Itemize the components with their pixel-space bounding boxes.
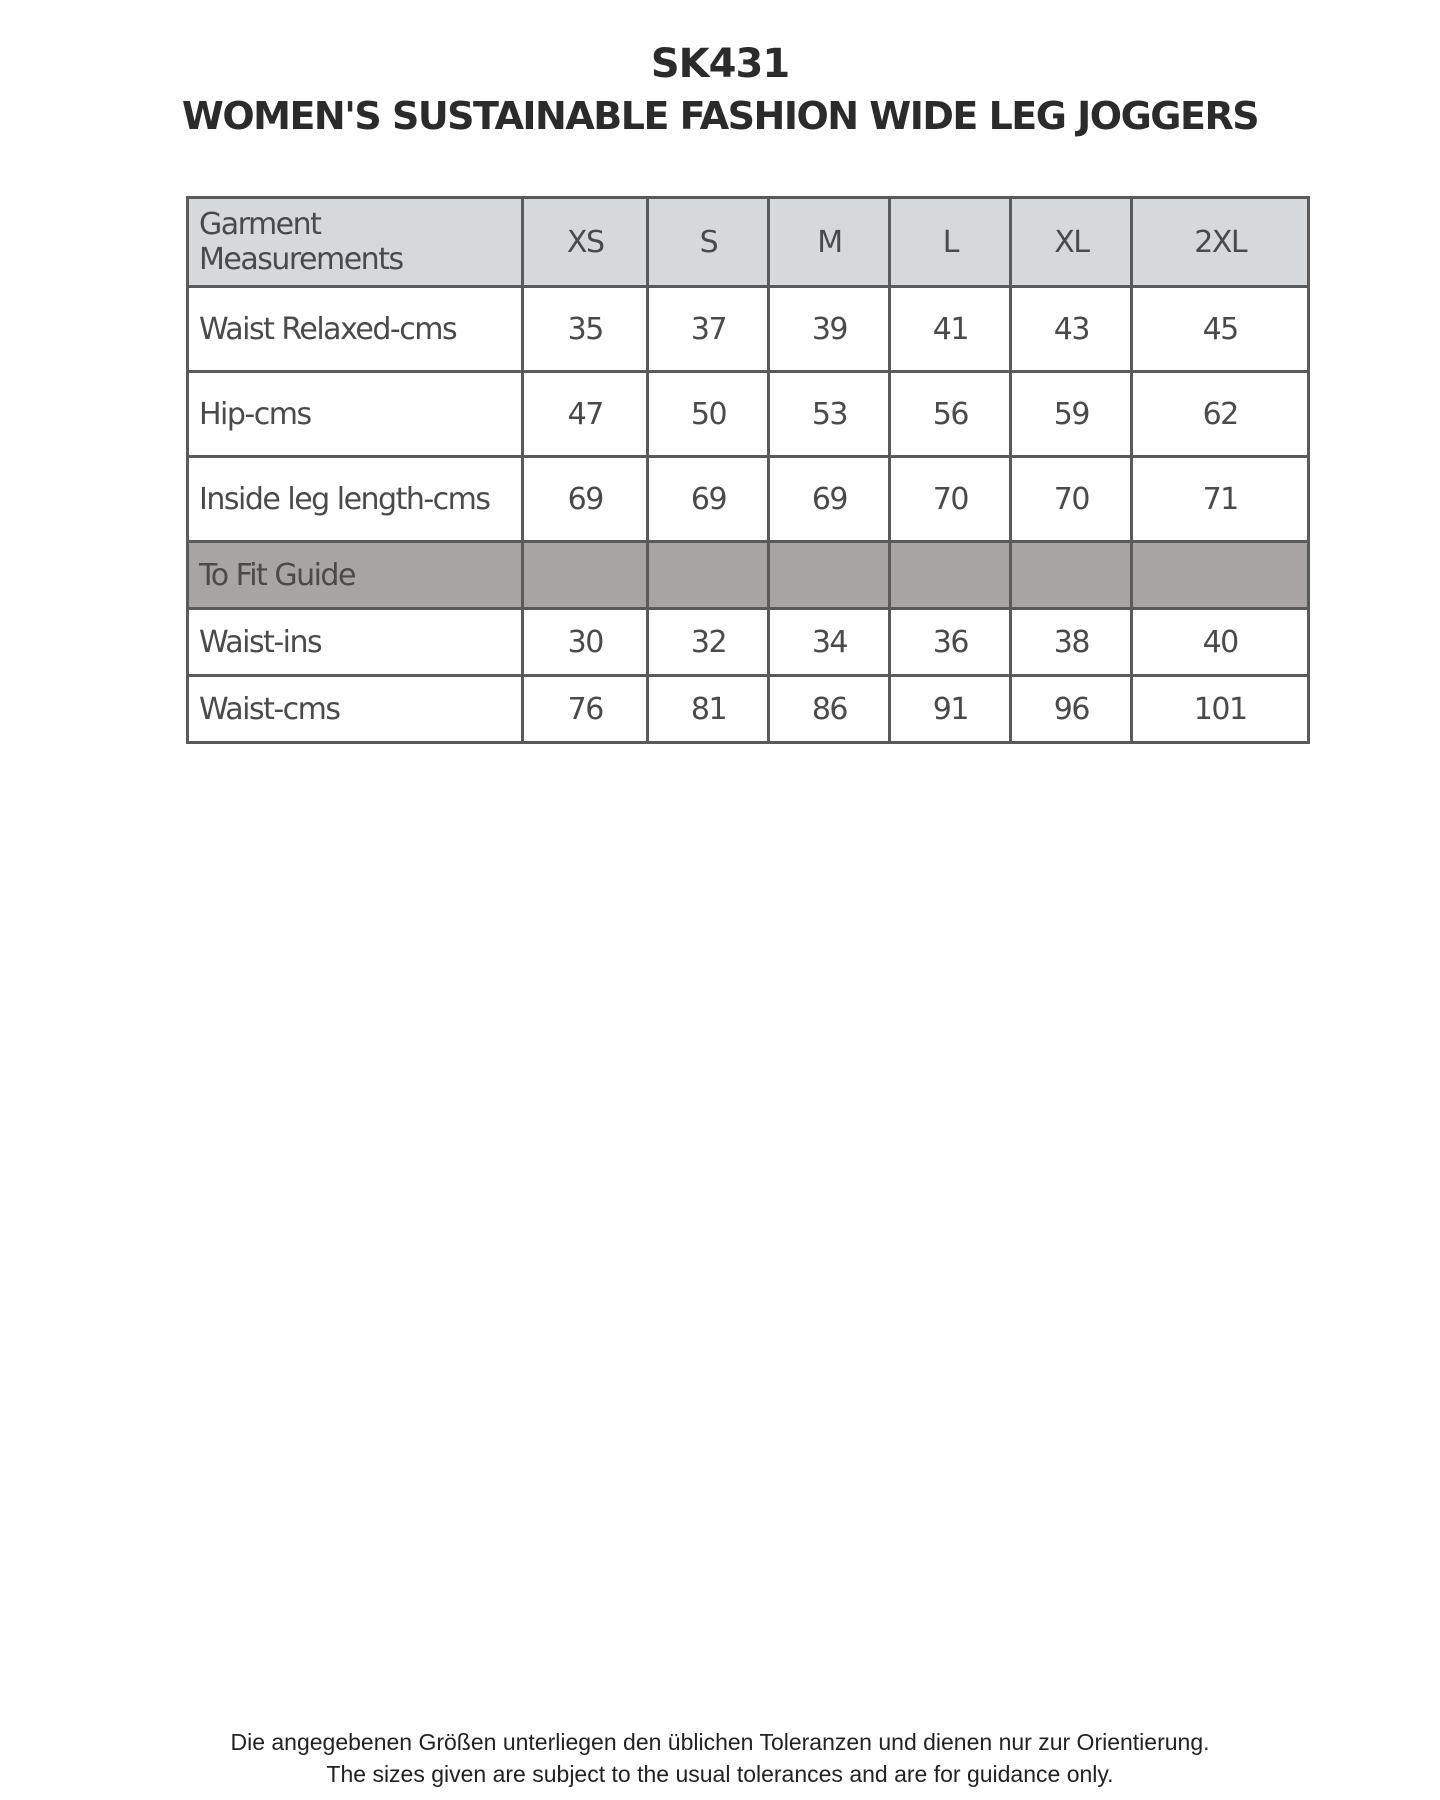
disclaimer-de: Die angegebenen Größen unterliegen den üblichen Toleranzen und dienen nur zur Orientierung.	[230, 1729, 1210, 1755]
row-label: Waist Relaxed-cms	[188, 287, 523, 372]
table-cell	[1132, 542, 1309, 609]
table-cell: 101	[1132, 676, 1309, 743]
table-cell: 86	[769, 676, 890, 743]
table-cell: 41	[890, 287, 1011, 372]
size-header: L	[890, 198, 1011, 287]
size-header: 2XL	[1132, 198, 1309, 287]
table-cell: 81	[648, 676, 769, 743]
table-cell: 32	[648, 609, 769, 676]
table-cell: 36	[890, 609, 1011, 676]
table-cell: 38	[1011, 609, 1132, 676]
table-row	[188, 609, 1309, 676]
size-header: XS	[523, 198, 648, 287]
table-cell: 69	[769, 457, 890, 542]
table-cell: 69	[523, 457, 648, 542]
table-cell: 56	[890, 372, 1011, 457]
table-cell: 62	[1132, 372, 1309, 457]
header	[0, 38, 1440, 142]
table-cell: 59	[1011, 372, 1132, 457]
table-cell: 50	[648, 372, 769, 457]
table-row	[188, 372, 1309, 457]
section-row	[188, 542, 1309, 609]
table-cell: 96	[1011, 676, 1132, 743]
table-cell: 47	[523, 372, 648, 457]
table-cell	[769, 542, 890, 609]
table-cell: 37	[648, 287, 769, 372]
table-cell: 70	[890, 457, 1011, 542]
size-table	[186, 196, 1310, 744]
table-header-row	[188, 198, 1309, 287]
table-cell: 70	[1011, 457, 1132, 542]
table-cell: 39	[769, 287, 890, 372]
footer-disclaimer	[0, 1726, 1440, 1790]
table-cell: 69	[648, 457, 769, 542]
table-cell: 91	[890, 676, 1011, 743]
table-cell: 53	[769, 372, 890, 457]
row-label: Waist-cms	[188, 676, 523, 743]
size-header: S	[648, 198, 769, 287]
table-cell: 40	[1132, 609, 1309, 676]
size-header: XL	[1011, 198, 1132, 287]
product-title: WOMEN'S SUSTAINABLE FASHION WIDE LEG JOGGERS	[181, 94, 1259, 138]
disclaimer-en: The sizes given are subject to the usual tolerances and are for guidance only.	[326, 1761, 1114, 1787]
table-cell: 43	[1011, 287, 1132, 372]
table-cell	[890, 542, 1011, 609]
row-label: Waist-ins	[188, 609, 523, 676]
table-cell	[648, 542, 769, 609]
table-cell	[523, 542, 648, 609]
table-cell: 35	[523, 287, 648, 372]
table-row	[188, 287, 1309, 372]
row-label: Inside leg length-cms	[188, 457, 523, 542]
table-cell: 34	[769, 609, 890, 676]
row-label: Hip-cms	[188, 372, 523, 457]
header-label: Garment Measurements	[188, 198, 523, 287]
table-cell: 30	[523, 609, 648, 676]
table-cell: 45	[1132, 287, 1309, 372]
table-row	[188, 457, 1309, 542]
table-row	[188, 676, 1309, 743]
table-cell	[1011, 542, 1132, 609]
product-code: SK431	[650, 41, 790, 87]
table-cell: 71	[1132, 457, 1309, 542]
section-label: To Fit Guide	[188, 542, 523, 609]
table-cell: 76	[523, 676, 648, 743]
size-header: M	[769, 198, 890, 287]
